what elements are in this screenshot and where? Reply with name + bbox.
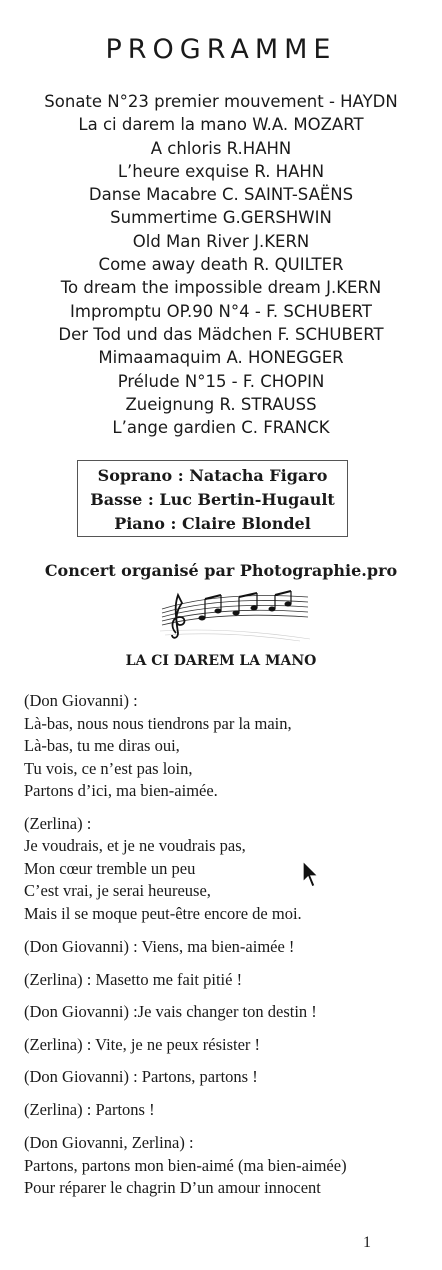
programme-item: L’heure exquise R. HAHN: [117, 161, 325, 181]
programme-item: Come away death R. QUILTER: [98, 255, 344, 275]
lyrics-line: (Don Giovanni) :: [24, 691, 138, 710]
organizer-line: Concert organisé par Photographie.pro: [44, 561, 398, 580]
lyrics-line: (Zerlina) :: [24, 813, 92, 833]
page-number: 1: [363, 1234, 371, 1251]
lyrics-line: Mon cœur tremble un peu: [24, 858, 196, 878]
lyrics-line: (Don Giovanni) : Viens, ma bien-aimée !: [24, 937, 295, 956]
lyrics-stanza: [24, 969, 434, 992]
programme-item: Impromptu OP.90 N°4 - F. SCHUBERT: [70, 301, 372, 321]
programme-item: Old Man River J.KERN: [132, 231, 310, 251]
lyrics-line: (Don Giovanni, Zerlina) :: [24, 1133, 194, 1152]
lyrics-line: Là-bas, nous nous tiendrons par la main,: [24, 713, 292, 733]
performers-box: [77, 460, 348, 537]
lyrics-line: (Zerlina) : Masetto me fait pitié !: [24, 969, 243, 989]
programme-item: Danse Macabre C. SAINT-SAËNS: [88, 185, 354, 205]
programme-item: L’ange gardien C. FRANCK: [112, 418, 330, 438]
lyrics-stanza: [24, 1066, 434, 1089]
lyrics-stanza: [24, 1099, 434, 1122]
programme-list: [0, 90, 442, 439]
lyrics-line: Partons, partons mon bien-aimé (ma bien-aimée): [24, 1155, 347, 1175]
lyrics-stanza: [24, 1132, 434, 1200]
lyrics: [24, 690, 434, 1200]
lyrics-stanza: [24, 813, 434, 926]
lyrics-stanza: [24, 1034, 434, 1057]
page-title: PROGRAMME: [105, 34, 337, 65]
lyrics-line: Je voudrais, et je ne voudrais pas,: [24, 836, 246, 855]
lyrics-line: (Zerlina) : Vite, je ne peux résister !: [24, 1034, 261, 1054]
programme-item: La ci darem la mano W.A. MOZART: [78, 115, 364, 135]
programme-item: A chloris R.HAHN: [150, 138, 292, 158]
performer-line: Piano : Claire Blondel: [114, 514, 311, 533]
lyrics-line: Tu vois, ce n’est pas loin,: [24, 758, 193, 778]
music-notes-icon: [160, 587, 310, 643]
programme-item: Sonate N°23 premier mouvement - HAYDN: [44, 92, 398, 111]
lyrics-line: C’est vrai, je serai heureuse,: [24, 881, 211, 900]
lyrics-stanza: [24, 936, 434, 959]
lyrics-title: LA CI DAREM LA MANO: [125, 653, 317, 669]
lyrics-stanza: [24, 1001, 434, 1024]
lyrics-line: Partons d’ici, ma bien-aimée.: [24, 781, 218, 800]
lyrics-line: Là-bas, tu me diras oui,: [24, 736, 180, 755]
performer-line: Basse : Luc Bertin-Hugault: [90, 490, 335, 509]
lyrics-stanza: [24, 690, 434, 803]
mouse-pointer-icon: [301, 860, 321, 890]
lyrics-line: (Don Giovanni) : Partons, partons !: [24, 1067, 258, 1086]
programme-item: Prélude N°15 - F. CHOPIN: [117, 371, 325, 391]
programme-item: Zueignung R. STRAUSS: [125, 394, 317, 414]
programme-item: Mimaamaquim A. HONEGGER: [98, 348, 344, 368]
performer-line: Soprano : Natacha Figaro: [97, 466, 328, 485]
lyrics-line: (Zerlina) : Partons !: [24, 1099, 155, 1119]
lyrics-line: (Don Giovanni) :Je vais changer ton destin !: [24, 1002, 317, 1021]
lyrics-line: Pour réparer le chagrin D’un amour innocent: [24, 1178, 321, 1197]
programme-item: Summertime G.GERSHWIN: [110, 208, 332, 228]
lyrics-line: Mais il se moque peut-être encore de moi.: [24, 903, 302, 923]
programme-item: To dream the impossible dream J.KERN: [60, 278, 382, 298]
programme-item: Der Tod und das Mädchen F. SCHUBERT: [58, 324, 384, 344]
